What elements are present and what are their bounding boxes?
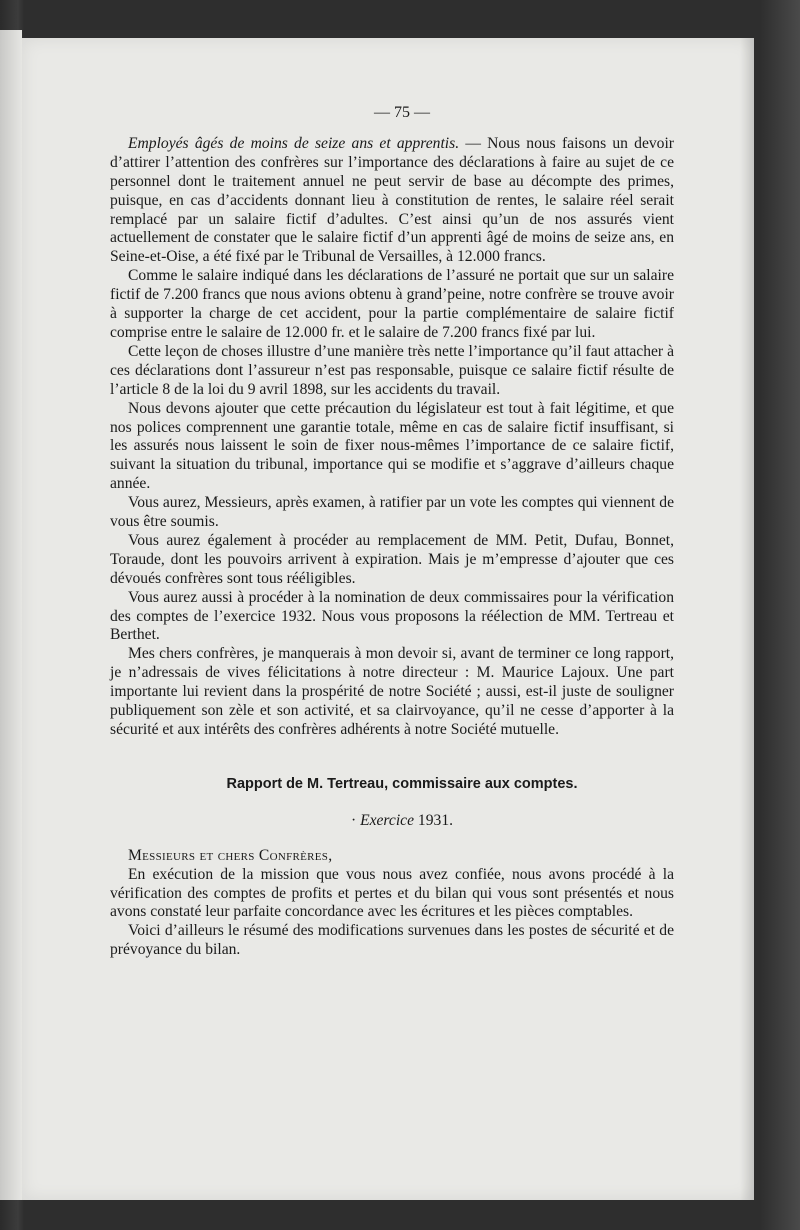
- paragraph-text: — Nous nous faisons un devoir d’attirer l’attention des confrères sur l’importance des déclarations à faire au sujet de ce personnel dont le traitement annuel ne peut servir de base au décompte des primes, puisque, en cas d’accidents donnant lieu à constitution de rentes, le salaire réel serait remplacé par un salaire fictif d’adultes. C’est ainsi qu’un de nos assurés vient actuellement de constater que le salaire fictif d’un apprenti âgé de moins de seize ans, en Seine-et-Oise, a été fixé par le Tribunal de Versailles, à 12.000 francs.: [110, 134, 674, 266]
- paragraph-replacement: Vous aurez également à procéder au remplacement de MM. Petit, Dufau, Bonnet, Toraude, dont les pouvoirs arrivent à expiration. Mais je m’empresse d’ajouter que ces dévoués confrères sont tous rééligibles.: [110, 531, 674, 587]
- paragraph-precaution: Nous devons ajouter que cette précaution du législateur est tout à fait légitime, et que nos polices comprennent une garantie totale, même en cas de salaire fictif insuffisant, si les assurés nous laissent le soin de fixer nous-mêmes l’importance de ce salaire fictif, suivant la situation du tribunal, importance qui se modifie et s’aggrave d’ailleurs chaque année.: [110, 399, 674, 493]
- paragraph-lesson: Cette leçon de choses illustre d’une manière très nette l’importance qu’il faut attacher à ces déclarations dont l’assureur n’est pas responsable, puisque ce salaire fictif résulte de l’article 8 de la loi du 9 avril 1898, sur les accidents du travail.: [110, 342, 674, 398]
- report-title: Rapport de M. Tertreau, commissaire aux comptes.: [226, 775, 578, 792]
- report-exercise: · Exercice 1931.: [350, 811, 454, 829]
- report-paragraph: En exécution de la mission que vous nous avez confiée, nous avons procédé à la vérification des comptes de profits et pertes et du bilan qui vous sont présentés et nous avons constaté leur parfaite concordance avec les écritures et les pièces comptables.: [110, 865, 674, 921]
- page-content: [110, 104, 674, 960]
- paragraph-commissioners: Vous aurez aussi à procéder à la nomination de deux commissaires pour la vérification des comptes de l’exercice 1932. Nous vous proposons la réélection de MM. Tertreau et Berthet.: [110, 588, 674, 644]
- report-paragraph: Voici d’ailleurs le résumé des modifications survenues dans les postes de sécurité et de prévoyance du bilan.: [110, 922, 674, 959]
- exercise-label: Exercice: [360, 811, 415, 829]
- paragraph-ratify: Vous aurez, Messieurs, après examen, à ratifier par un vote les comptes qui viennent de vous être soumis.: [110, 494, 674, 531]
- paragraph-lead-italic: Employés âgés de moins de seize ans et apprentis.: [128, 134, 460, 152]
- exercise-year: 1931.: [414, 811, 454, 829]
- paragraph-congratulations: Mes chers confrères, je manquerais à mon devoir si, avant de terminer ce long rapport, je n’adressais de vives félicitations à notre directeur : M. Maurice Lajoux. Une part importante lui revient dans la prospérité de notre Société ; aussi, est-il juste de souligner publiquement son zèle et son activité, et sa clairvoyance, qu’il ne cesse d’apporter à la sécurité et aux intérêts des confrères adhérents à notre Société mutuelle.: [110, 645, 674, 738]
- paragraph-apprentices: [110, 135, 674, 267]
- report-salutation: Messieurs et chers Confrères,: [128, 846, 333, 864]
- page-number: — 75 —: [374, 104, 430, 121]
- page-shadow: [740, 38, 754, 1200]
- previous-page-edge: [0, 30, 22, 1200]
- document-page: [22, 38, 754, 1200]
- paragraph-salary: Comme le salaire indiqué dans les déclarations de l’assuré ne portait que sur un salaire fictif de 7.200 francs que nous avions obtenu à grand’peine, notre confrère se trouve avoir à supporter la charge de cet accident, pour la partie complémentaire de salaire fictif comprise entre le salaire de 12.000 fr. et le salaire de 7.200 francs fixé par lui.: [110, 267, 674, 341]
